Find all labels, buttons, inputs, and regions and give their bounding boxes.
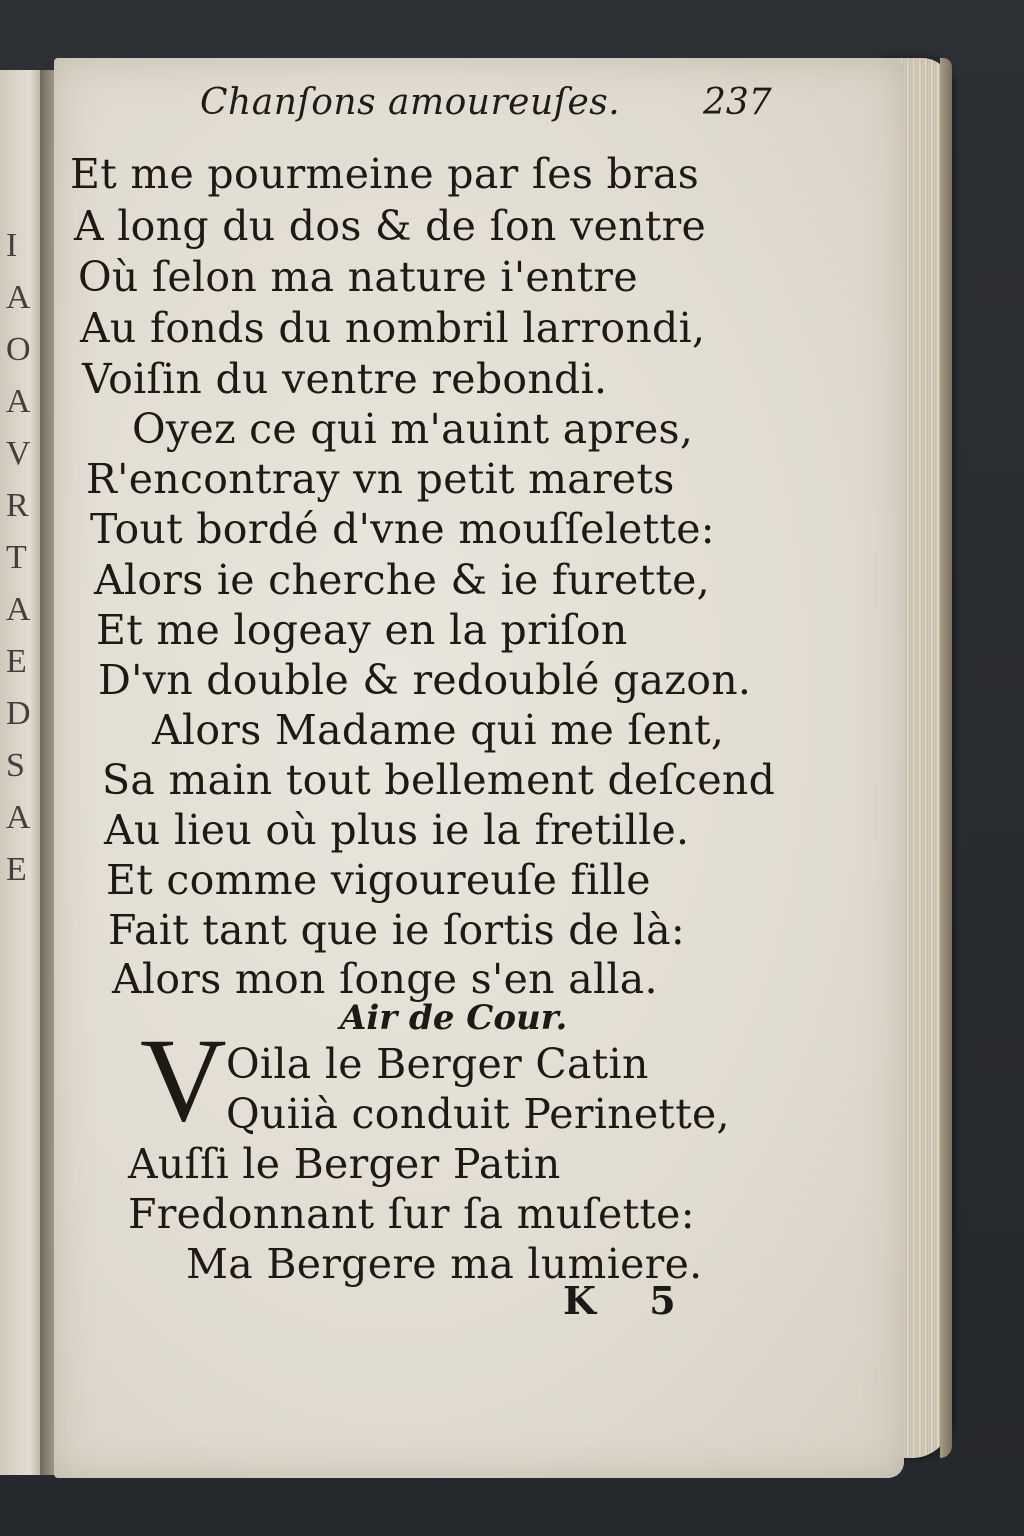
verse-line: Au lieu où plus ie la fretille. bbox=[104, 806, 690, 854]
verse-line: Et me pourmeine par ſes bras bbox=[70, 150, 700, 198]
facing-page-letters bbox=[6, 220, 36, 896]
verse-line: R'encontray vn petit marets bbox=[86, 455, 675, 503]
signature-number: 5 bbox=[649, 1278, 676, 1323]
verse-line: Fait tant que ie ſortis de là: bbox=[108, 906, 685, 954]
page-header bbox=[200, 82, 800, 142]
facing-letter: O bbox=[6, 331, 31, 368]
facing-letter: R bbox=[6, 487, 29, 524]
verse-line: Auſſi le Berger Patin bbox=[128, 1140, 561, 1188]
facing-letter: V bbox=[6, 435, 31, 472]
facing-letter: I bbox=[6, 227, 18, 264]
facing-letter: A bbox=[6, 591, 31, 628]
verse-line: D'vn double & redoublé gazon. bbox=[98, 656, 752, 704]
verse-line: Et me logeay en la priſon bbox=[96, 606, 628, 654]
verse-line: Sa main tout bellement deſcend bbox=[102, 756, 776, 804]
verse-line: Quiià conduit Perinette, bbox=[226, 1090, 730, 1138]
verse-line: A long du dos & de ſon ventre bbox=[74, 202, 707, 250]
section-heading: Air de Cour. bbox=[340, 998, 568, 1038]
facing-letter: D bbox=[6, 695, 31, 732]
verse-line: Au fonds du nombril larrondi, bbox=[80, 304, 706, 352]
verse-line: Alors mon ſonge s'en alla. bbox=[112, 955, 658, 1003]
verse-line: Fredonnant ſur ſa muſette: bbox=[128, 1190, 695, 1238]
signature-letter: K bbox=[563, 1278, 597, 1323]
drop-cap: V bbox=[140, 1013, 227, 1146]
running-title: Chanſons amoureuſes. bbox=[200, 82, 621, 123]
page-number: 237 bbox=[703, 82, 772, 123]
verse-line: Alors Madame qui me ſent, bbox=[152, 706, 725, 754]
facing-letter: E bbox=[6, 643, 27, 680]
verse-line: Tout bordé d'vne mouſſelette: bbox=[90, 505, 715, 553]
signature-mark bbox=[563, 1278, 716, 1323]
verse-line: Voiſin du ventre rebondi. bbox=[82, 355, 608, 403]
verse-line: Oila le Berger Catin bbox=[226, 1040, 649, 1088]
facing-letter: E bbox=[6, 851, 27, 888]
facing-letter: A bbox=[6, 383, 31, 420]
facing-letter: A bbox=[6, 279, 31, 316]
facing-letter: A bbox=[6, 799, 31, 836]
facing-letter: S bbox=[6, 747, 25, 784]
verse-line: Où ſelon ma nature i'entre bbox=[78, 253, 638, 301]
facing-letter: T bbox=[6, 539, 27, 576]
verse-line: Oyez ce qui m'auint apres, bbox=[132, 405, 694, 453]
verse-line: Et comme vigoureuſe fille bbox=[106, 856, 651, 904]
facing-page-edge bbox=[0, 70, 44, 1475]
verse-line: Ma Bergere ma lumiere. bbox=[186, 1240, 703, 1288]
verse-line: Alors ie cherche & ie furette, bbox=[94, 556, 711, 604]
